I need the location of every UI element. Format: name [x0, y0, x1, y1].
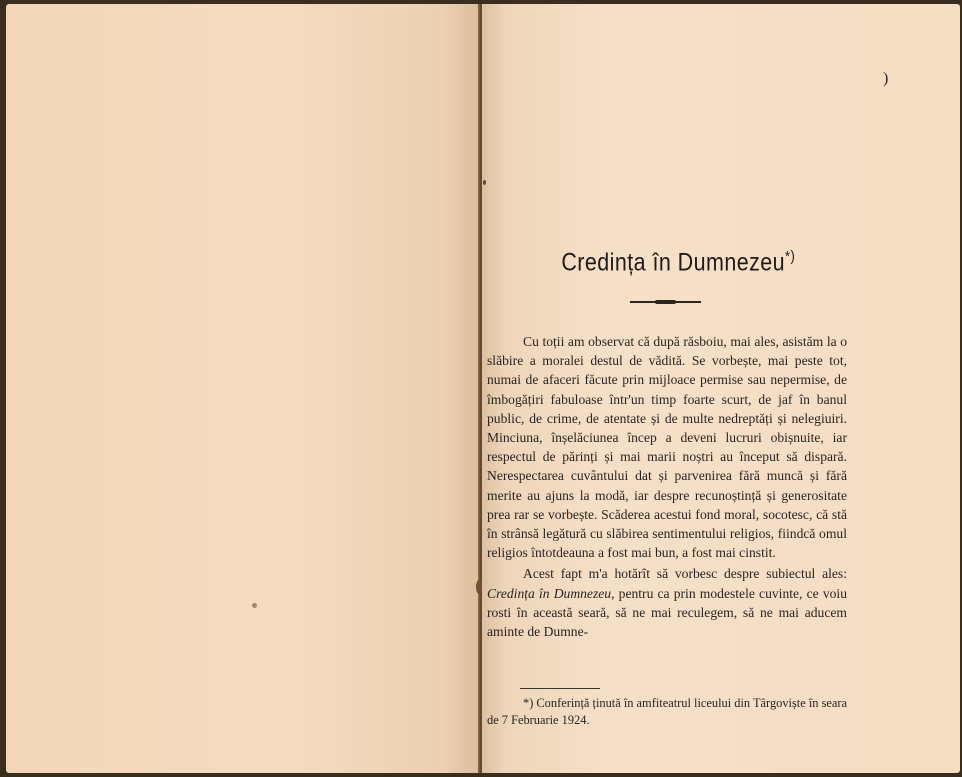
- paper-speck: [476, 580, 482, 594]
- paragraph: [487, 564, 847, 641]
- page-mark: ): [883, 70, 889, 87]
- title-ornament: [630, 301, 701, 303]
- chapter-title: [515, 248, 842, 277]
- paragraph-start: Acest fapt m'a hotărît să vorbesc despre subiectul ales:: [523, 566, 847, 582]
- paragraph: Cu toții am observat că după răsboiu, mai ales, asistăm la o slăbire a moralei destul de vădită. Se vorbește, mai peste tot, numai de afaceri făcute prin mijloace permise sau nepermise, de îmbogățiri fabuloase într'un timp foarte scurt, de jaf în banul public, de crime, de atentate și de multe nedreptăți și nelegiuiri. Minciuna, înșelăciunea încep a deveni lucruri obișnuite, iar respectul de părinți și mai marii noștri au început să dispară. Nerespectarea cuvântului dat și parvenirea fără muncă și fără merite au ajuns la modă, iar despre recunoștință și generositate prea rar se vorbește. Scăderea acestui fond moral, socotesc, că stă în strânsă legătură cu slăbirea sentimentului religios, fiindcă omul religios întotdeauna a fost mai bun, a fost mai cinstit.: [487, 334, 847, 561]
- emphasized-title: Credința în Dumnezeu: [487, 585, 612, 601]
- footnote: *) Conferință ținută în amfiteatrul liceului din Târgoviște în seara de 7 Februarie 1924.: [487, 696, 848, 727]
- left-page-blank: [6, 4, 480, 773]
- paper-speck: [483, 180, 486, 185]
- footnote-marker: *): [785, 248, 796, 265]
- chapter-title-text: Credința în Dumnezeu: [561, 248, 786, 277]
- footnote-rule: [520, 688, 600, 689]
- paper-speck: [252, 603, 257, 608]
- body-text: [487, 332, 847, 641]
- paragraph-end: , pentru ca prin modestele cuvinte, ce voiu rosti în această seară, să ne mai reculegem, să ne mai aducem aminte de Dumne-: [487, 585, 847, 640]
